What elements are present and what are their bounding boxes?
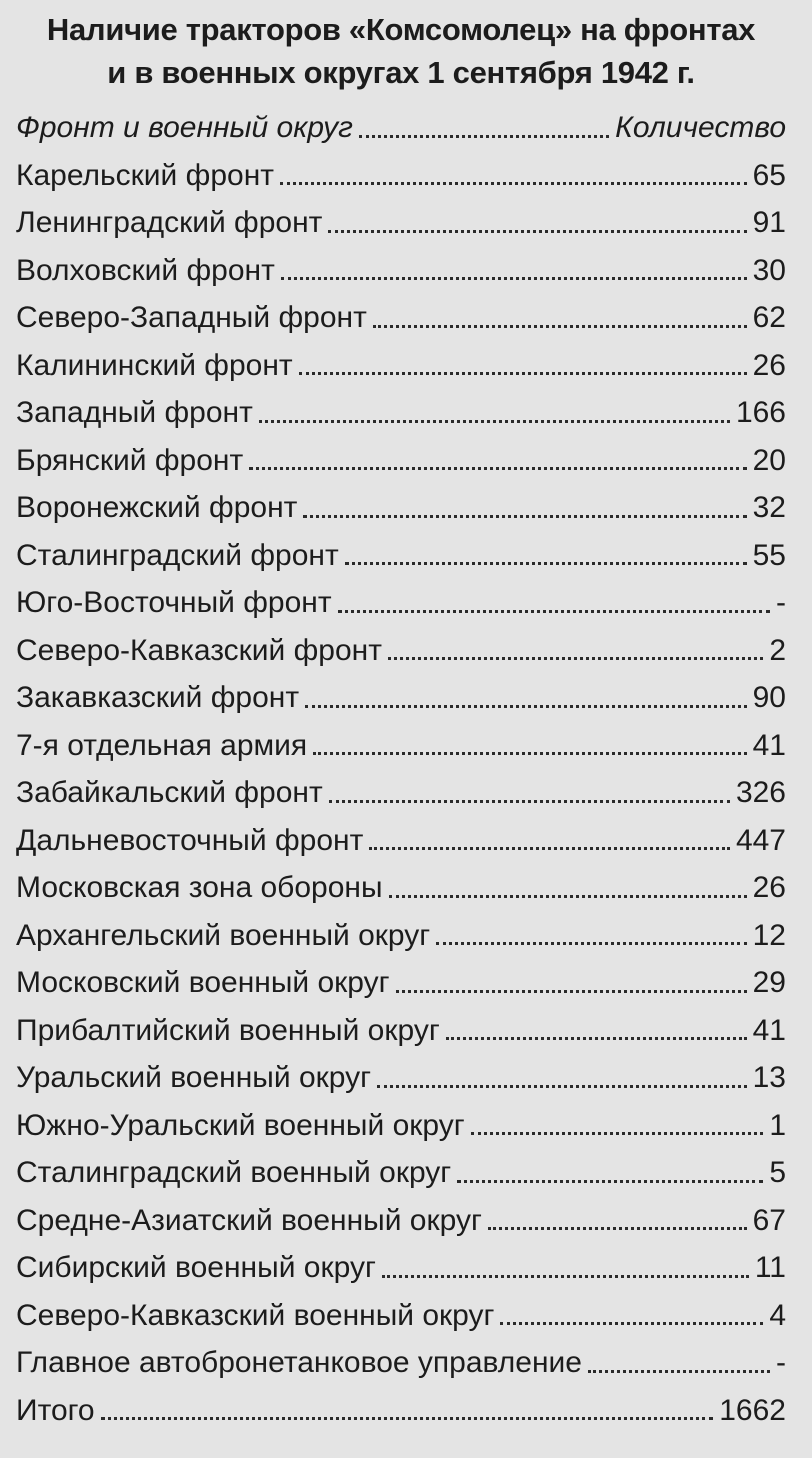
column-header-label: Фронт и военный округ	[16, 111, 353, 144]
dot-leader	[305, 705, 747, 708]
table-title	[16, 8, 786, 94]
table-row	[16, 1197, 786, 1245]
table-row	[16, 627, 786, 675]
row-value: 91	[752, 206, 786, 239]
table-row	[16, 722, 786, 770]
table-row	[16, 817, 786, 865]
row-label: Карельский фронт	[16, 158, 275, 192]
table-row	[16, 532, 786, 580]
table-row	[16, 1244, 786, 1292]
title-line-2: и в военных округах 1 сентября 1942 г.	[107, 55, 695, 90]
row-label: Средне-Азиатский военный округ	[16, 1203, 482, 1237]
dot-leader	[338, 610, 770, 613]
table-row	[16, 1102, 786, 1150]
row-value: 32	[752, 491, 786, 524]
table-row	[16, 1387, 786, 1435]
row-label: Прибалтийский военный округ	[16, 1013, 440, 1047]
row-value: 62	[752, 301, 786, 334]
row-label: Северо-Западный фронт	[16, 301, 367, 334]
row-value: 29	[752, 966, 786, 999]
row-label: Калининский фронт	[16, 348, 293, 382]
row-value: 41	[752, 1013, 786, 1047]
row-label: Сталинградский военный округ	[16, 1156, 452, 1189]
row-value: 12	[752, 918, 786, 952]
table-row	[16, 1292, 786, 1340]
table-row	[16, 199, 786, 247]
dot-leader	[388, 657, 763, 660]
table-row	[16, 1054, 786, 1102]
row-value: -	[776, 586, 786, 619]
row-label: Брянский фронт	[16, 443, 244, 477]
table-row	[16, 959, 786, 1007]
row-value: 1662	[719, 1393, 786, 1427]
row-label: Сталинградский фронт	[16, 538, 339, 572]
table-row	[16, 294, 786, 342]
dot-leader	[396, 990, 747, 993]
row-value: 20	[752, 443, 786, 477]
dot-leader	[436, 942, 746, 945]
dot-leader	[369, 847, 730, 850]
table-row	[16, 1339, 786, 1387]
table-row	[16, 437, 786, 485]
dot-leader	[101, 1417, 714, 1420]
dot-leader	[373, 325, 747, 328]
dot-leader	[303, 515, 746, 518]
dot-leader	[588, 1370, 770, 1373]
row-value: 326	[735, 776, 786, 809]
row-value: 65	[752, 158, 786, 192]
row-label: Южно-Уральский военный округ	[16, 1108, 465, 1142]
row-label: Юго-Восточный фронт	[16, 586, 332, 619]
table-row	[16, 342, 786, 390]
dot-leader	[280, 182, 747, 185]
row-label: Ленинградский фронт	[16, 206, 323, 239]
row-value: 13	[752, 1061, 786, 1094]
dot-leader	[389, 895, 747, 898]
row-label: Закавказский фронт	[16, 681, 300, 714]
row-label: Московский военный округ	[16, 966, 390, 999]
table-row	[16, 912, 786, 960]
dot-leader	[377, 1085, 747, 1088]
dot-leader	[249, 467, 746, 470]
row-label: Московская зона обороны	[16, 871, 383, 904]
table-row	[16, 247, 786, 295]
row-value: 90	[752, 681, 786, 714]
row-value: 26	[752, 348, 786, 382]
table-row	[16, 579, 786, 627]
table-row	[16, 152, 786, 200]
table-row	[16, 389, 786, 437]
dot-leader	[457, 1180, 763, 1183]
dot-leader	[259, 420, 730, 423]
row-value: 26	[752, 871, 786, 904]
dot-leader	[359, 135, 609, 138]
dot-leader	[299, 372, 747, 375]
table-row	[16, 1007, 786, 1055]
row-label: Дальневосточный фронт	[16, 823, 364, 857]
row-value: 67	[752, 1203, 786, 1237]
table-row	[16, 864, 786, 912]
table-row	[16, 1149, 786, 1197]
column-header-value: Количество	[615, 111, 786, 144]
table-body	[16, 152, 786, 1435]
row-label: Западный фронт	[16, 396, 253, 429]
row-label: Архангельский военный округ	[16, 918, 431, 952]
table-row	[16, 674, 786, 722]
row-value: 4	[769, 1298, 786, 1332]
row-value: 2	[769, 633, 786, 667]
row-label: Северо-Кавказский фронт	[16, 633, 382, 667]
dot-leader	[488, 1227, 747, 1230]
table-row	[16, 769, 786, 817]
row-label: Волховский фронт	[16, 253, 275, 287]
row-value: 11	[754, 1251, 786, 1284]
row-label: Главное автобронетанковое управление	[16, 1346, 582, 1379]
row-label: Северо-Кавказский военный округ	[16, 1298, 495, 1332]
dot-leader	[471, 1132, 764, 1135]
row-value: 5	[769, 1156, 786, 1189]
row-value: 447	[735, 823, 786, 857]
row-label: Итого	[16, 1393, 95, 1427]
dot-leader	[313, 752, 746, 755]
dot-leader	[329, 800, 730, 803]
title-line-1: Наличие тракторов «Комсомолец» на фронтах	[46, 12, 756, 47]
row-label: Воронежский фронт	[16, 491, 298, 524]
row-label: Уральский военный округ	[16, 1061, 372, 1094]
dot-leader	[500, 1322, 763, 1325]
row-value: 55	[752, 538, 786, 572]
dot-leader	[446, 1037, 747, 1040]
dot-leader	[382, 1275, 749, 1278]
row-value: 41	[752, 728, 786, 762]
row-value: 166	[735, 396, 786, 429]
dot-leader	[281, 277, 747, 280]
row-label: Сибирский военный округ	[16, 1251, 376, 1284]
dot-leader	[345, 562, 747, 565]
row-value: -	[776, 1346, 786, 1379]
row-value: 1	[769, 1108, 786, 1142]
column-header-row	[16, 104, 786, 152]
row-value: 30	[752, 253, 786, 287]
table-row	[16, 484, 786, 532]
row-label: Забайкальский фронт	[16, 776, 323, 809]
row-label: 7-я отдельная армия	[16, 728, 308, 762]
dot-leader	[328, 230, 746, 233]
